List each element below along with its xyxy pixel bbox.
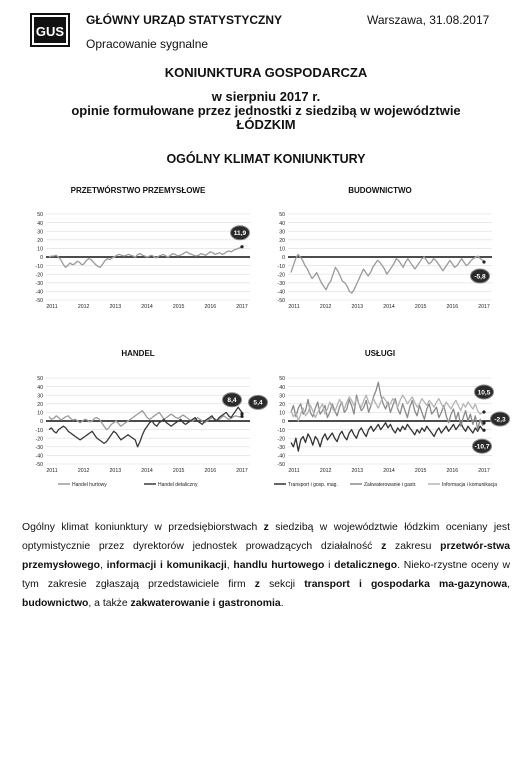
- y-tick-label: -40: [35, 453, 43, 460]
- y-tick-label: 30: [37, 393, 43, 400]
- x-tick-label: 2014: [383, 304, 395, 310]
- y-tick-label: -50: [35, 298, 43, 305]
- annotation-point: [482, 410, 485, 413]
- y-tick-label: 40: [37, 384, 43, 391]
- x-tick-label: 2012: [77, 468, 90, 474]
- y-tick-label: 20: [37, 238, 43, 244]
- annotation-label: -10,7: [474, 443, 490, 451]
- y-tick-label: 30: [279, 393, 285, 400]
- legend-label: Handel detaliczny: [158, 482, 198, 488]
- x-tick-label: 2016: [446, 468, 459, 474]
- y-tick-label: 20: [37, 402, 43, 408]
- x-tick-label: 2017: [236, 304, 248, 310]
- annotation-label: -2,3: [494, 416, 506, 424]
- x-tick-label: 2017: [478, 304, 490, 310]
- annotation-label: 10,5: [477, 389, 491, 397]
- x-tick-label: 2012: [77, 304, 90, 310]
- document-type: Opracowanie sygnalne: [86, 37, 209, 51]
- annotation-label: 11,9: [233, 230, 247, 238]
- x-tick-label: 2011: [288, 304, 300, 310]
- annotation-label: 8,4: [227, 397, 237, 405]
- y-tick-label: 10: [279, 246, 285, 253]
- x-tick-label: 2015: [172, 304, 185, 310]
- y-tick-label: -10: [35, 427, 43, 434]
- chart-title-industry: PRZETWÓRSTWO PRZEMYSŁOWE: [70, 186, 206, 195]
- x-tick-label: 2017: [478, 468, 490, 474]
- y-tick-label: -30: [35, 445, 43, 451]
- y-tick-label: 50: [37, 212, 43, 219]
- y-tick-label: -10: [35, 263, 43, 270]
- y-tick-label: 0: [282, 419, 285, 426]
- x-tick-label: 2015: [172, 468, 185, 474]
- chart-construction: [270, 208, 502, 318]
- y-tick-label: -40: [277, 453, 285, 460]
- x-tick-label: 2017: [236, 468, 248, 474]
- x-tick-label: 2011: [46, 468, 58, 474]
- annotation-point: [482, 429, 485, 432]
- y-tick-label: 0: [40, 255, 43, 262]
- y-tick-label: -20: [35, 436, 43, 443]
- annotation-point: [482, 260, 485, 263]
- report-period: w sierpniu 2017 r.: [211, 89, 321, 104]
- report-region: ŁÓDZKIM: [236, 117, 296, 132]
- x-tick-label: 2013: [109, 468, 122, 474]
- x-tick-label: 2015: [414, 304, 427, 310]
- x-tick-label: 2016: [204, 468, 217, 474]
- x-tick-label: 2014: [383, 468, 395, 474]
- x-tick-label: 2015: [414, 468, 427, 474]
- y-tick-label: -30: [277, 281, 285, 287]
- y-tick-label: 10: [37, 410, 43, 417]
- x-tick-label: 2011: [46, 304, 58, 310]
- y-tick-label: 50: [279, 376, 285, 383]
- x-tick-label: 2013: [351, 304, 364, 310]
- report-subtitle: opinie formułowane przez jednostki z siedzibą w województwie: [71, 103, 461, 118]
- y-tick-label: -50: [277, 298, 285, 305]
- x-tick-label: 2014: [141, 304, 153, 310]
- y-tick-label: -20: [277, 272, 285, 279]
- series-line: [49, 411, 243, 430]
- legend-label: Zakwaterowanie i gastr.: [364, 482, 417, 488]
- chart-trade: [28, 372, 263, 500]
- y-tick-label: 0: [40, 419, 43, 426]
- institution-name: GŁÓWNY URZĄD STATYSTYCZNY: [86, 13, 282, 27]
- summary-paragraph: Ogólny klimat koniunktury w przedsiębiorstwach z siedzibą w województwie łódzkim oceniany jest optymistycznie przez dyrektorów jednostek prowadzących działalność z zakresu przetwór-stwa przemysłowego, informacji i komunikacji, handlu hurtowego i detalicznego. Nieko-rzystne oceny w tym zakresie zgłaszają przedstawiciele firm z sekcji transport i gospodarka ma-gazynowa, budownictwo, a także zakwaterowanie i gastronomia.: [22, 522, 511, 609]
- annotation-point: [482, 421, 485, 424]
- annotation-point: [240, 245, 243, 248]
- annotation-label: 5,4: [253, 399, 263, 407]
- y-tick-label: 40: [279, 384, 285, 391]
- annotation-point: [240, 415, 243, 418]
- logo-text: GUS: [35, 24, 65, 39]
- y-tick-label: 20: [279, 238, 285, 244]
- place-date: Warszawa, 31.08.2017: [367, 13, 490, 27]
- y-tick-label: -20: [277, 436, 285, 443]
- x-tick-label: 2016: [204, 304, 217, 310]
- y-tick-label: -50: [277, 462, 285, 469]
- x-tick-label: 2012: [319, 468, 332, 474]
- y-tick-label: 20: [279, 402, 285, 408]
- y-tick-label: -10: [277, 427, 285, 434]
- y-tick-label: -30: [35, 281, 43, 287]
- x-tick-label: 2013: [109, 304, 122, 310]
- y-tick-label: 40: [37, 220, 43, 227]
- legend-label: Transport i gosp. mag.: [288, 482, 338, 488]
- x-tick-label: 2012: [319, 304, 332, 310]
- y-tick-label: 50: [279, 212, 285, 219]
- y-tick-label: 30: [279, 229, 285, 236]
- y-tick-label: -20: [35, 272, 43, 279]
- chart-title-construction: BUDOWNICTWO: [348, 186, 412, 195]
- y-tick-label: -40: [277, 289, 285, 296]
- x-tick-label: 2011: [288, 468, 300, 474]
- y-tick-label: -30: [277, 445, 285, 451]
- y-tick-label: 50: [37, 376, 43, 383]
- x-tick-label: 2013: [351, 468, 364, 474]
- y-tick-label: -40: [35, 289, 43, 296]
- x-tick-label: 2014: [141, 468, 153, 474]
- report-title: KONIUNKTURA GOSPODARCZA: [164, 65, 368, 80]
- chart-services: [270, 372, 506, 500]
- chart-title-trade: HANDEL: [121, 349, 155, 358]
- chart-industry: [28, 208, 260, 318]
- section-heading: OGÓLNY KLIMAT KONIUNKTURY: [166, 152, 366, 166]
- y-tick-label: -50: [35, 462, 43, 469]
- gus-logo: [30, 13, 70, 47]
- series-line: [49, 407, 243, 447]
- y-tick-label: 40: [279, 220, 285, 227]
- x-tick-label: 2016: [446, 304, 459, 310]
- y-tick-label: 30: [37, 229, 43, 236]
- y-tick-label: 0: [282, 255, 285, 262]
- legend-label: Handel hurtowy: [72, 482, 107, 488]
- y-tick-label: 10: [279, 410, 285, 417]
- y-tick-label: -10: [277, 263, 285, 270]
- legend-label: Informacja i komunikacja: [442, 482, 498, 488]
- annotation-label: -5,8: [474, 273, 486, 281]
- y-tick-label: 10: [37, 246, 43, 253]
- series-line: [291, 254, 485, 293]
- chart-title-services: USŁUGI: [364, 349, 396, 358]
